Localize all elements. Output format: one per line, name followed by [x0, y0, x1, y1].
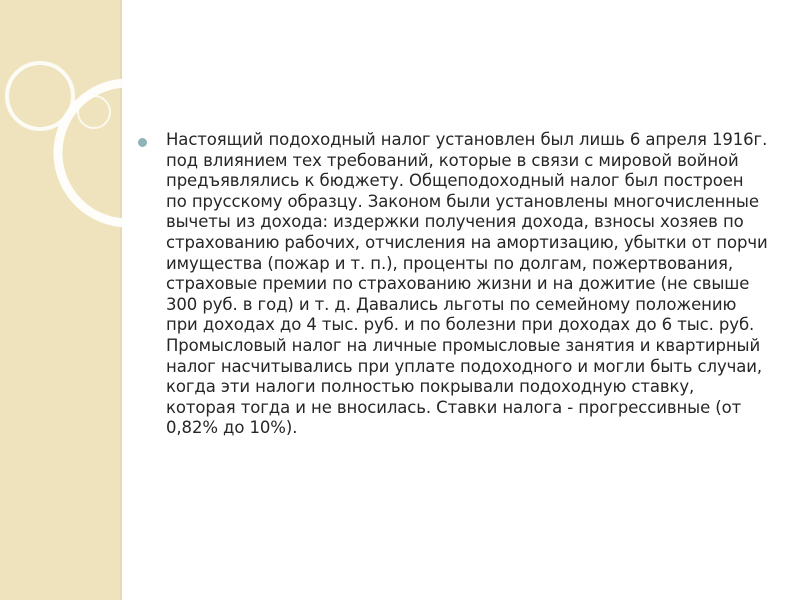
bullet-dot-icon [138, 138, 147, 147]
side-band [0, 0, 120, 600]
side-band-edge [120, 0, 122, 600]
bullet-text: Настоящий подоходный налог установлен был лишь 6 апреля 1916г. под влиянием тех требований, которые в связи с мировой войной предъявлялись к бюджету. Общеподоходный налог был построен по прусскому образцу. Законом были установлены многочисленные вычеты из дохода: издержки получения дохода, взносы хозяев по страхованию рабочих, отчисления на амортизацию, убытки от порчи имущества (пожар и т. п.), проценты по долгам, пожертвования, страховые премии по страхованию жизни и на дожитие (не свыше 300 руб. в год) и т. д. Давались льготы по семейному положению при доходах до 4 тыс. руб. и по болезни при доходах до 6 тыс. руб. Промысловый налог на личные промысловые занятия и квартирный налог насчитывались при уплате подоходного и могли быть случаи, когда эти налоги полностью покрывали подоходную ставку, которая тогда и не вносилась. Ставки налога - прогрессивные (от 0,82% до 10%). [166, 130, 768, 438]
bullet-item [138, 130, 768, 439]
